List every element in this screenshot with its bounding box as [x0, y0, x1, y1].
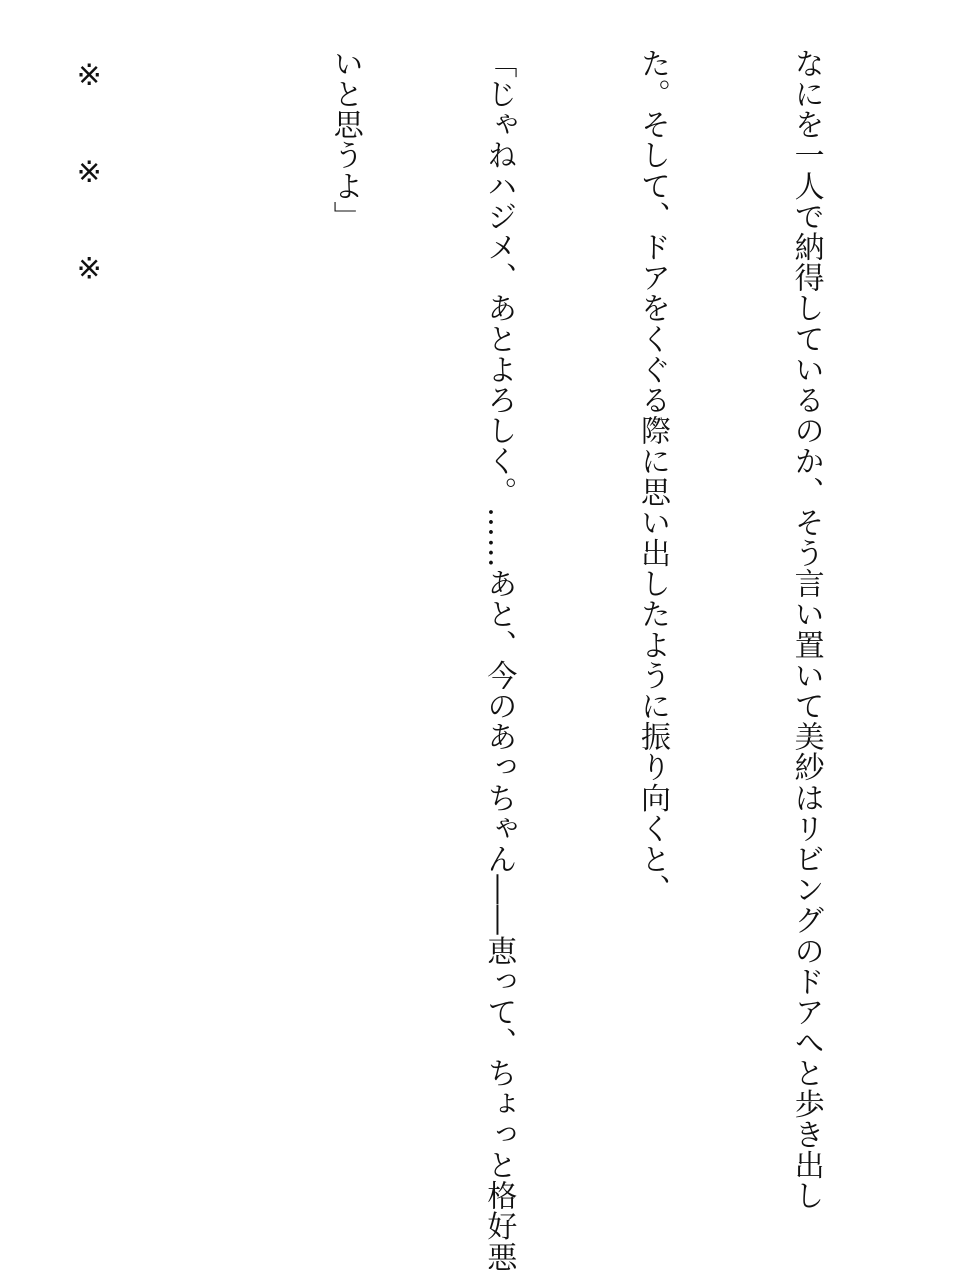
text-line: 「じゃねハジメ、あとよろしく。……あと、今のあっちゃん――恵って、ちょっと格好悪	[481, 48, 517, 1272]
text-line: なにを一人で納得しているのか、そう言い置いて美紗はリビングのドアへと歩き出し	[788, 48, 824, 1211]
vertical-text-block	[0, 48, 934, 1272]
text-line: いと思うよ」	[327, 48, 363, 232]
text-line: た。そして、ドアをくぐる際に思い出したように振り向くと、	[634, 48, 670, 905]
scene-separator: ※ ※ ※	[71, 58, 107, 288]
